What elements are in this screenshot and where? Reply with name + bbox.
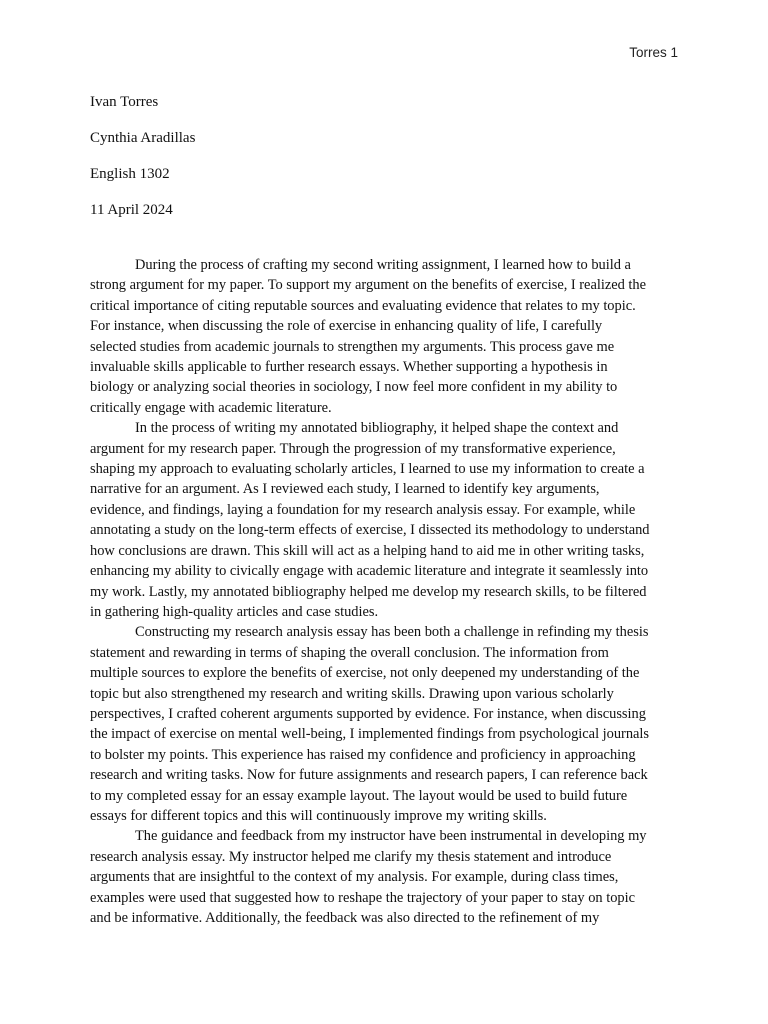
date-line: 11 April 2024 <box>90 202 173 218</box>
paragraph: The guidance and feedback from my instructor have been instrumental in developing my research analysis essay. My instructor helped me clarify my thesis statement and introduce arguments that are insightful to the context of my analysis. For example, during class times, examples were used that suggested how to reshape the trajectory of your paper to stay on topic and be informative. Additionally, the feedback was also directed to the refinement of my <box>90 828 647 926</box>
mla-heading <box>90 93 195 237</box>
running-header-page-number: Torres 1 <box>629 45 678 60</box>
instructor-name: Cynthia Aradillas <box>90 130 196 146</box>
paragraph: During the process of crafting my second writing assignment, I learned how to build a strong argument for my paper. To support my argument on the benefits of exercise, I realized the critical importance of citing reputable sources and evaluating evidence that relates to my topic. For instance, when discussing the role of exercise in enhancing quality of life, I carefully selected studies from academic journals to strengthen my arguments. This process gave me invaluable skills applicable to further research essays. Whether supporting a hypothesis in biology or analyzing social theories in sociology, I now feel more confident in my ability to critically engage with academic literature. <box>90 257 646 416</box>
course-name: English 1302 <box>90 166 170 182</box>
paragraph: Constructing my research analysis essay has been both a challenge in refinding my thesis statement and rewarding in terms of shaping the overall conclusion. The information from multiple sources to explore the benefits of exercise, not only deepened my understanding of the topic but also strengthened my research and writing skills. Drawing upon various scholarly perspectives, I crafted coherent arguments supported by evidence. For instance, when discussing the impact of exercise on mental well-being, I implemented findings from psychological journals to bolster my points. This experience has raised my confidence and proficiency in approaching research and writing tasks. Now for future assignments and research papers, I can reference back to my completed essay for an essay example layout. The layout would be used to build future essays for different topics and this will continuously improve my writing skills. <box>90 624 649 824</box>
essay-body <box>90 255 680 928</box>
paragraph: In the process of writing my annotated bibliography, it helped shape the context and argument for my research paper. Through the progression of my transformative experience, shaping my approach to evaluating scholarly articles, I learned to use my information to create a narrative for an argument. As I reviewed each study, I learned to identify key arguments, evidence, and findings, laying a foundation for my research analysis essay. For example, while annotating a study on the long-term effects of exercise, I dissected its methodology to understand how conclusions are drawn. This skill will act as a helping hand to aid me in other writing tasks, enhancing my ability to civically engage with academic literature and integrate it seamlessly into my work. Lastly, my annotated bibliography helped me develop my research skills, to be filtered in gathering high-quality articles and case studies. <box>90 420 650 620</box>
author-name: Ivan Torres <box>90 94 159 110</box>
